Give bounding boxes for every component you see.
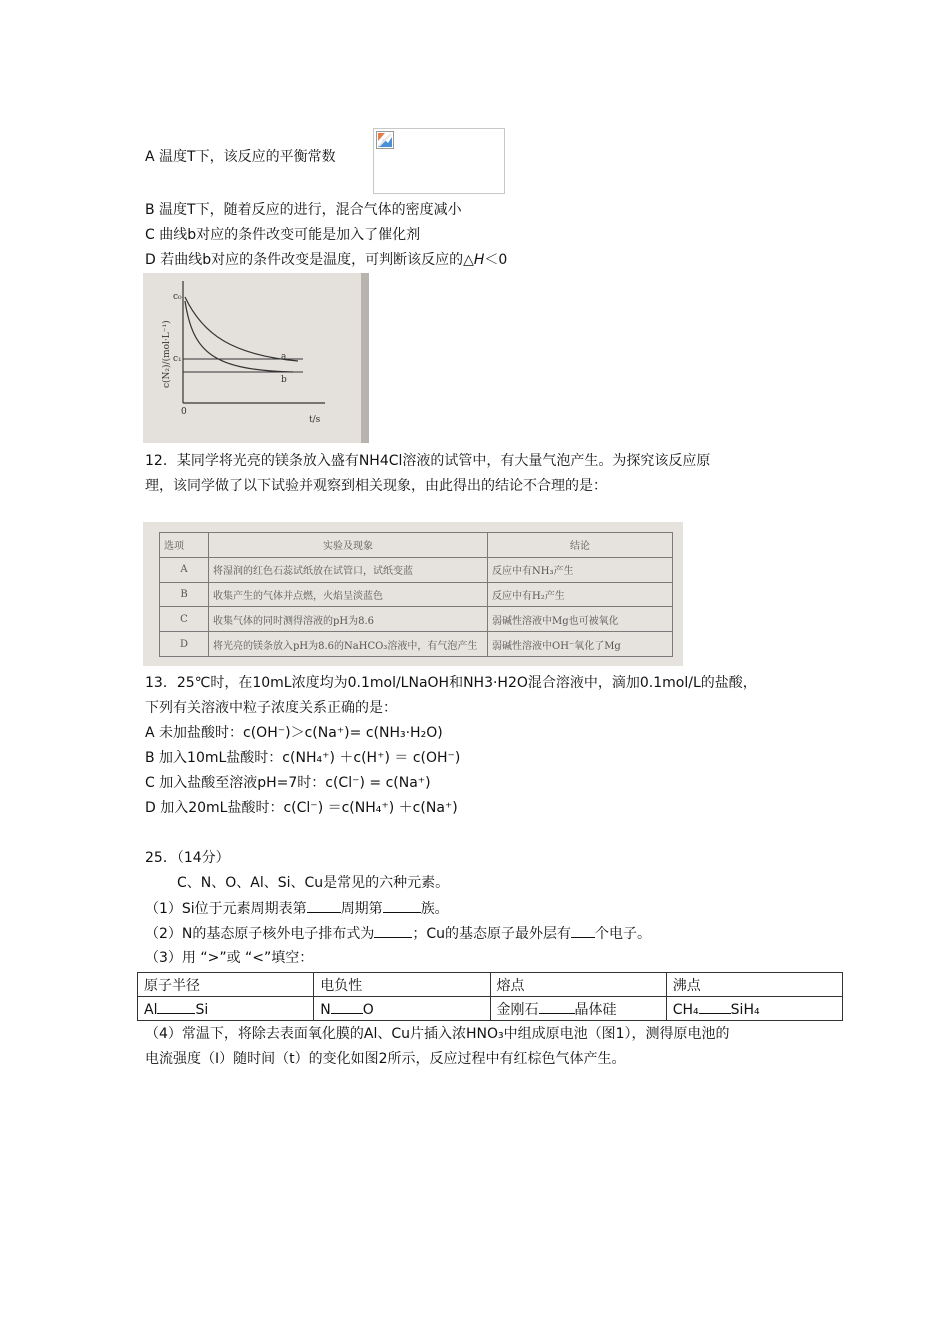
header-electronegativity: 电负性 (314, 973, 490, 997)
period-blank[interactable] (307, 898, 341, 913)
row-experiment: 将湿润的红色石蕊试纸放在试管口，试纸变蓝 (209, 557, 488, 582)
si-label: Si (195, 1002, 209, 1018)
option-a: A 温度T下，该反应的平衡常数 (145, 149, 336, 165)
row-label: D (160, 632, 209, 657)
y0-label: c₀ (173, 292, 182, 302)
enthalpy-symbol: H (473, 252, 485, 268)
al-label: Al (144, 1002, 158, 1018)
header-boiling-point: 沸点 (666, 973, 842, 997)
option-b: B 温度T下，随着反应的进行，混合气体的密度减小 (145, 202, 462, 218)
n-label: N (320, 1002, 331, 1018)
option-d-prefix: D 若曲线b对应的条件改变是温度，可判断该反应的△ (145, 252, 474, 268)
q13-line-2: 下列有关溶液中粒子浓度关系正确的是： (145, 700, 397, 716)
header-conclusion: 结论 (488, 533, 673, 558)
curve-a-label: a (281, 352, 287, 362)
q25-heading: 25．（14分） (145, 850, 230, 866)
row-label: C (160, 607, 209, 632)
row-conclusion: 反应中有NH₃产生 (488, 557, 673, 582)
part2-text-c: 个电子。 (595, 926, 652, 942)
equilibrium-constant-image (373, 128, 505, 194)
ch4-label: CH₄ (672, 1002, 699, 1018)
comparison-table (137, 972, 843, 1021)
curve-b-label: b (281, 375, 287, 385)
y-axis-label: c(N₂)/(mol·L⁻¹) (162, 320, 172, 388)
x-axis-label: t/s (309, 415, 321, 425)
q25-part4-line-1: （4）常温下，将除去表面氧化膜的Al、Cu片插入浓HNO₃中组成原电池（图1），测得原电池的 (145, 1026, 730, 1042)
broken-image-icon (376, 131, 394, 149)
cell-electronegativity (314, 997, 490, 1021)
melting-blank[interactable] (539, 999, 575, 1014)
q25-part4-line-2: 电流强度（I）随时间（t）的变化如图2所示，反应过程中有红棕色气体产生。 (145, 1051, 626, 1067)
q13-option-c: C 加入盐酸至溶液pH=7时：c(Cl⁻) = c(Na⁺) (145, 775, 431, 791)
row-label: A (160, 557, 209, 582)
header-option: 选项 (160, 533, 209, 558)
comparison-header-row (138, 973, 843, 997)
header-experiment: 实验及现象 (209, 533, 488, 558)
table-row (160, 632, 673, 657)
row-experiment: 将光亮的镁条放入pH为8.6的NaHCO₃溶液中，有气泡产生 (209, 632, 488, 657)
row-label: B (160, 582, 209, 607)
part1-text-a: （1）Si位于元素周期表第 (145, 901, 307, 917)
cell-melting (490, 997, 666, 1021)
header-melting-point: 熔点 (490, 973, 666, 997)
sih4-label: SiH₄ (730, 1002, 760, 1018)
electron-config-blank[interactable] (374, 923, 412, 938)
part2-text-b: ；Cu的基态原子最外层有 (412, 926, 572, 942)
experiment-table-scan (143, 522, 683, 666)
table-header-row (160, 533, 673, 558)
table-row (160, 557, 673, 582)
cell-radius (138, 997, 314, 1021)
header-atomic-radius: 原子半径 (138, 973, 314, 997)
option-d (145, 250, 507, 270)
q13-line-1: 13．25℃时，在10mL浓度均为0.1mol/LNaOH和NH3·H2O混合溶液中，滴加0.1mol/L的盐酸， (145, 675, 757, 691)
q13-option-a: A 未加盐酸时：c(OH⁻)＞c(Na⁺)= c(NH₃·H₂O) (145, 725, 443, 741)
q13-option-d: D 加入20mL盐酸时：c(Cl⁻) ＝c(NH₄⁺) ＋c(Na⁺) (145, 800, 458, 816)
experiment-table (159, 532, 673, 657)
outer-electrons-blank[interactable] (571, 923, 595, 938)
concentration-time-graph (143, 273, 369, 443)
q25-part3: （3）用 “>”或 “<”填空： (145, 950, 314, 966)
crystal-silicon-label: 晶体硅 (574, 1001, 617, 1018)
o-label: O (362, 1002, 374, 1018)
table-row (160, 607, 673, 632)
part2-text-a: （2）N的基态原子核外电子排布式为 (145, 926, 375, 942)
boiling-blank[interactable] (699, 999, 731, 1014)
row-conclusion: 弱碱性溶液中OH⁻氧化了Mg (488, 632, 673, 657)
group-blank[interactable] (383, 898, 421, 913)
origin-label: 0 (181, 407, 187, 417)
row-experiment: 收集气体的同时测得溶液的pH为8.6 (209, 607, 488, 632)
part1-text-c: 族。 (420, 901, 449, 917)
row-conclusion: 反应中有H₂产生 (488, 582, 673, 607)
table-row (160, 582, 673, 607)
radius-blank[interactable] (157, 999, 195, 1014)
q25-part2 (145, 923, 651, 944)
option-d-suffix: ＜0 (484, 252, 508, 268)
q25-intro: C、N、O、Al、Si、Cu是常见的六种元素。 (177, 875, 450, 891)
comparison-answer-row (138, 997, 843, 1021)
option-c: C 曲线b对应的条件改变可能是加入了催化剂 (145, 227, 421, 243)
q13-option-b: B 加入10mL盐酸时：c(NH₄⁺) ＋c(H⁺) ＝ c(OH⁻) (145, 750, 461, 766)
y1-label: c₁ (173, 354, 182, 364)
cell-boiling (666, 997, 842, 1021)
q12-line-2: 理，该同学做了以下试验并观察到相关现象，由此得出的结论不合理的是： (145, 478, 607, 494)
row-conclusion: 弱碱性溶液中Mg也可被氧化 (488, 607, 673, 632)
graph-svg (143, 273, 369, 443)
electronegativity-blank[interactable] (331, 999, 363, 1014)
diamond-label: 金刚石 (496, 1001, 539, 1018)
row-experiment: 收集产生的气体并点燃，火焰呈淡蓝色 (209, 582, 488, 607)
part1-text-b: 周期第 (340, 901, 383, 917)
q25-part1 (145, 898, 449, 919)
q12-line-1: 12．某同学将光亮的镁条放入盛有NH4Cl溶液的试管中，有大量气泡产生。为探究该反应原 (145, 453, 711, 469)
